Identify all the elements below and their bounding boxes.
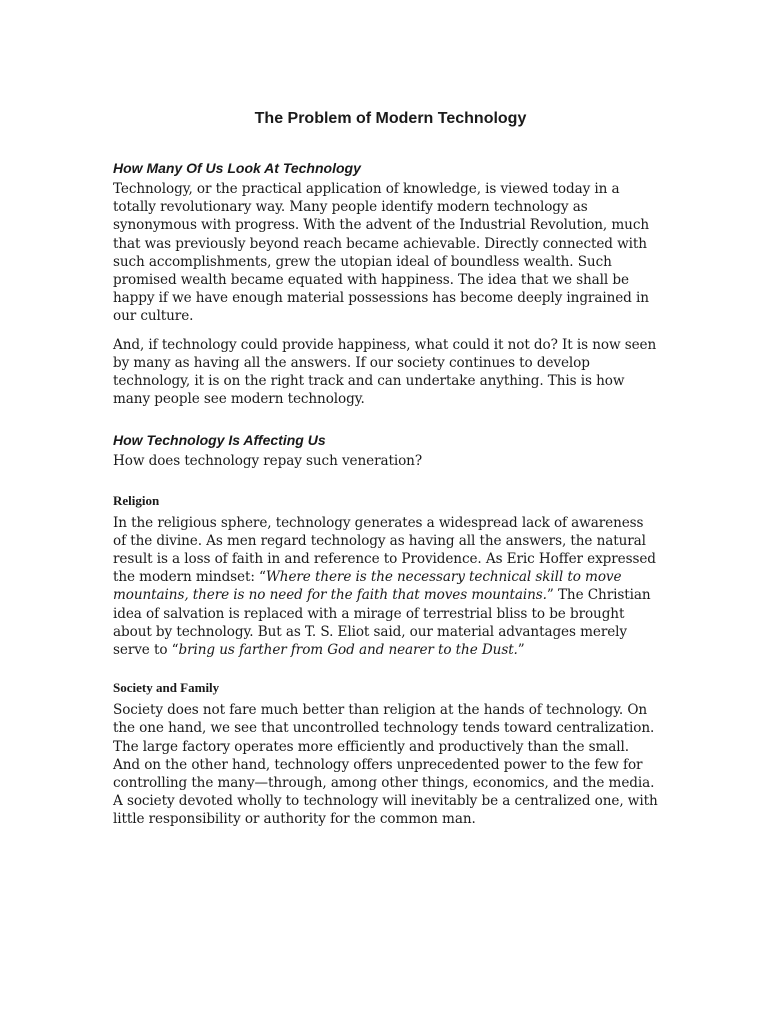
- religion-text-part3: ”: [517, 642, 525, 659]
- paragraph-religion: [113, 514, 658, 660]
- section-heading-how-many-of-us: How Many Of Us Look At Technology: [113, 160, 361, 176]
- section-heading-society-family: Society and Family: [113, 680, 220, 696]
- paragraph-veneration: How does technology repay such veneration?: [113, 453, 423, 470]
- paragraph-society-family: Society does not fare much better than religion at the hands of technology. On the one hand, we see that uncontrolled technology tends toward centralization. The large factory operates more efficiently and productively than the small. And on the other hand, technology offers unprecedented power to the few for controlling the many—through, among other things, economics, and the media. A society devoted wholly to technology will inevitably be a centralized one, with little responsibility or authority for the common man.: [113, 702, 658, 828]
- document-title: The Problem of Modern Technology: [254, 110, 527, 127]
- hoffer-quote: Where there is the necessary technical skill to move mountains, there is no need for the faith that moves mountains.: [113, 569, 622, 604]
- eliot-quote: bring us farther from God and nearer to the Dust.: [178, 642, 518, 659]
- paragraph-technology-viewed: Technology, or the practical application of knowledge, is viewed today in a totally revolutionary way. Many people identify modern technology as synonymous with progress. With the advent of the Industrial Revolution, much that was previously beyond reach became achievable. Directly connected with such accomplishments, grew the utopian ideal of boundless wealth. Such promised wealth became equated with happiness. The idea that we shall be happy if we have enough material possessions has become deeply ingrained in our culture.: [113, 181, 649, 325]
- document-page: [113, 108, 658, 829]
- section-heading-how-technology-affects: How Technology Is Affecting Us: [113, 432, 326, 449]
- religion-text-part2: ” The Christian idea of salvation is replaced with a mirage of terrestrial bliss to be brought about by technology. But as T. S. Eliot said, our material advantages merely serve to “: [113, 587, 651, 659]
- section-heading-religion: Religion: [113, 492, 160, 508]
- religion-text-part1: In the religious sphere, technology generates a widespread lack of awareness of the divine. As men regard technology as having all the answers, the natural result is a loss of faith in and reference to Providence. As Eric Hoffer expressed the modern mindset: “: [113, 514, 656, 586]
- paragraph-technology-happiness: And, if technology could provide happiness, what could it not do? It is now seen by many as having all the answers. If our society continues to develop technology, it is on the right track and can undertake anything. This is how many people see modern technology.: [113, 336, 657, 408]
